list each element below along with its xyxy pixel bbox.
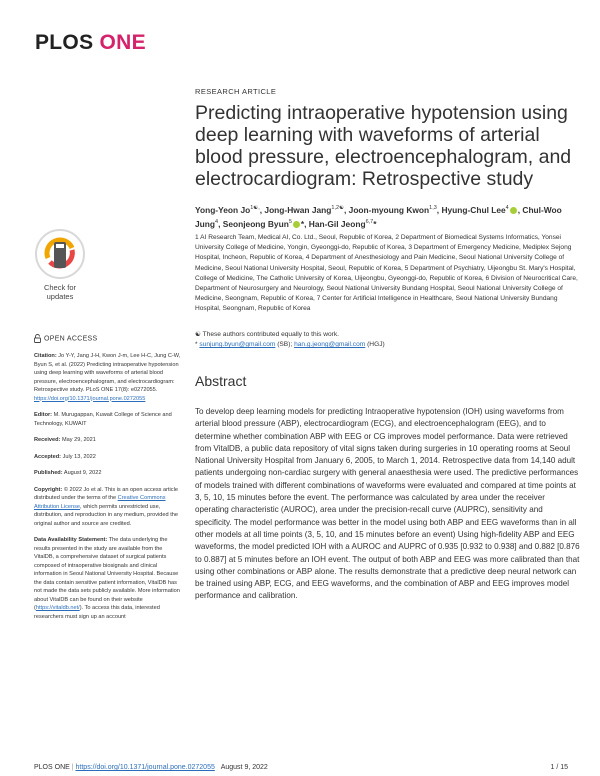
footer-journal: PLOS ONE bbox=[34, 764, 70, 771]
page-number: 1 / 15 bbox=[550, 764, 568, 771]
author-name: Han-Gil Jeong bbox=[308, 218, 366, 229]
abstract-heading: Abstract bbox=[195, 373, 247, 389]
author-separator: * bbox=[373, 218, 377, 229]
author-separator: , bbox=[436, 204, 442, 215]
copyright-text: © 2022 Jo et al. This is an open access article distributed under the terms of the bbox=[34, 486, 178, 501]
email-tag-hgj: (HGJ) bbox=[365, 341, 385, 348]
equal-contribution-note: ☯ These authors contributed equally to this work. bbox=[195, 331, 339, 338]
author-separator: , bbox=[517, 204, 523, 215]
citation-label: Citation: bbox=[34, 353, 57, 359]
article-title: Predicting intraoperative hypotension using deep learning with waveforms of arterial blood pressure, electroencephalogram, and electrocardiogram: Retrospective study bbox=[195, 102, 572, 190]
footer-date: August 9, 2022 bbox=[220, 764, 268, 771]
orcid-icon[interactable] bbox=[293, 221, 300, 228]
logo-one: ONE bbox=[99, 31, 146, 54]
author-affiliation-marker: 1☯, bbox=[250, 205, 260, 211]
footer-separator: | bbox=[69, 764, 76, 771]
corresponding-emails bbox=[195, 340, 580, 350]
data-availability-label: Data Availability Statement: bbox=[34, 537, 108, 543]
email-prefix: * bbox=[195, 341, 200, 348]
data-availability-block bbox=[34, 536, 184, 621]
email-tag-sb: (SB); bbox=[275, 341, 295, 348]
accepted-block bbox=[34, 453, 184, 462]
footer-doi-link[interactable]: https://doi.org/10.1371/journal.pone.0272055 bbox=[75, 764, 215, 771]
author-name: Hyung-Chul Lee bbox=[441, 204, 506, 215]
article-type: RESEARCH ARTICLE bbox=[195, 87, 277, 96]
copyright-block bbox=[34, 486, 184, 529]
author-affiliation-marker: 6,7 bbox=[365, 218, 374, 225]
abstract-text: To develop deep learning models for predicting Intraoperative hypotension (IOH) using waveforms from arterial blood pressure (ABP), electrocardiogram (ECG), and electroencephalogram (EEG), and to determine whether combination ABP with EEG or CG improves model performance. Data were retrieved from VitalDB, a public data repository of vital signs taken during surgeries in 10 operating rooms at Seoul National University Hospital from January 6, 2005, to March 1, 2014. Retrospective data from 14,140 adult patients undergoing non-cardiac surgery with general anaesthesia were used. The predictive performances of models trained with different combinations of waveforms were evaluated and compared at time points at 3, 5, 10, 15 minutes before the event. The performance was calculated by area under the receiver operating characteristic (AUROC), area under the precision-recall curve (AUPRC), sensitivity and specificity. The model performance was better in the model using both ABP and EEG waveforms than in all other models at all time points (3, 5, 10, and 15 minutes before an event) Using high-fidelity ABP and EEG waveforms, the model predicted IOH with a AUROC and AUPRC of 0.935 [0.932 to 0.938] and 0.882 [0.876 to 0.887] at 5 minutes before an IOH event. The output of both ABP and EEG was more calibrated than that using other combinations or ABP alone. The results demonstrate that a predictive deep neural network can be trained using ABP, ECG, and EEG waveforms, and the combination of ABP and EEG improves model performance and calibration. bbox=[195, 407, 580, 601]
citation-doi-link[interactable]: https://doi.org/10.1371/journal.pone.0272055 bbox=[34, 395, 146, 402]
open-access-label bbox=[34, 334, 97, 343]
email-link-sb[interactable]: sunjung.byun@gmail.com bbox=[199, 341, 276, 348]
published-label: Published: bbox=[34, 470, 63, 476]
badge-line-1: Check for bbox=[43, 283, 77, 292]
article-sidebar bbox=[34, 352, 184, 629]
received-label: Received: bbox=[34, 437, 61, 443]
editor-text: M. Murugappan, Kuwait College of Science and Technology, KUWAIT bbox=[34, 412, 172, 427]
editor-label: Editor: bbox=[34, 412, 53, 418]
license-link[interactable]: Creative Commons Attribution License bbox=[34, 495, 166, 510]
copyright-text-end: , which permits unrestricted use, distribution, and reproduction in any medium, provided the original author and source are credited. bbox=[34, 503, 178, 527]
received-date: May 29, 2021 bbox=[60, 437, 96, 443]
citation-block bbox=[34, 352, 184, 403]
author-separator: , bbox=[344, 204, 349, 215]
affiliations: 1 AI Research Team, Medical AI, Co. Ltd., Seoul, Republic of Korea, 2 Department of Biomedical Systems Informatics, Yonsei University College of Medicine, Yongin, Gyeonggi-do, Republic of Korea, 3 Department of Emergency Medicine, Mediplex Sejong Hospital, Incheon, Republic of Korea, 4 Department of Anesthesiology and Pain Medicine, Seoul National University College of Medicine, Seoul National University Hospital, Seoul, Republic of Korea, 5 Department of Psychiatry, Uijeongbu St. Mary's Hospital, College of Medicine, The Catholic University of Korea, Uijeongbu, Gyeonggi-do, Republic of Korea, 6 Division of Neurocritical Care, Department of Neurosurgery and Neurology, Seoul National University Bundang Hospital, Seoul National University College of Medicine, Seongnam, Republic of Korea, 7 Center for Artificial Intelligence in Healthcare, Seoul National University Bundang Hospital, Seongnam, Republic of Korea bbox=[195, 234, 578, 313]
author-notes bbox=[195, 330, 580, 350]
page-footer bbox=[34, 764, 568, 771]
email-link-hgj[interactable]: han.g.jeong@gmail.com bbox=[294, 341, 366, 348]
copyright-label: Copyright: bbox=[34, 486, 63, 493]
author-affiliation-marker: 4 bbox=[215, 218, 219, 225]
author-affiliation-marker: 1,3 bbox=[429, 205, 437, 211]
published-date: August 9, 2022 bbox=[62, 470, 102, 476]
open-lock-icon bbox=[34, 334, 41, 343]
journal-logo bbox=[35, 31, 146, 55]
check-for-updates-icon[interactable] bbox=[34, 228, 86, 280]
data-availability-text-end: ). To access this data, interested researchers must sign up an account bbox=[34, 605, 160, 620]
vitaldb-link[interactable]: https://vitaldb.net/ bbox=[35, 605, 80, 611]
received-block bbox=[34, 436, 184, 445]
logo-plos: PLOS bbox=[35, 31, 94, 54]
published-block bbox=[34, 469, 184, 478]
author-affiliation-marker: 1,2☯ bbox=[331, 205, 344, 211]
author-name: Seonjeong Byun bbox=[222, 218, 289, 229]
open-access-text: OPEN ACCESS bbox=[44, 335, 98, 343]
author-name: Joon-myoung Kwon bbox=[348, 204, 430, 215]
author-separator: , bbox=[218, 218, 223, 229]
data-availability-text: The data underlying the results presented in the study are available from the VitalDB, a comprehensive dataset of surgical patients composed of intraoperative biosignals and clinical information in Seoul National University Hospital. Because the data contain sensitive patient information, VitalDB has not made the data sets publicly available. More information about VitalDB can be found on their website ( bbox=[34, 537, 180, 611]
author-name: Yong-Yeon Jo bbox=[195, 204, 251, 215]
editor-block bbox=[34, 411, 184, 428]
author-separator: *, bbox=[300, 218, 309, 229]
author-list bbox=[195, 202, 580, 230]
check-for-updates-label[interactable] bbox=[34, 283, 86, 301]
author-affiliation-marker: 4 bbox=[505, 205, 509, 211]
author-affiliation-marker: 5 bbox=[288, 218, 292, 225]
accepted-date: July 13, 2022 bbox=[61, 453, 96, 460]
accepted-label: Accepted: bbox=[34, 453, 62, 460]
orcid-icon[interactable] bbox=[510, 207, 517, 214]
citation-text: Jo Y-Y, Jang J-H, Kwon J-m, Lee H-C, Jung C-W, Byun S, et al. (2022) Predicting intraoperative hypotension using deep learning with waveforms of arterial blood pressure, electroencephalogram, and electrocardiogram: Retrospective study. PLoS ONE 17(8): e0272055. bbox=[34, 353, 181, 393]
author-name: Chul-Woo Jung bbox=[195, 204, 562, 229]
author-name: Jong-Hwan Jang bbox=[264, 204, 332, 215]
badge-line-2: updates bbox=[46, 292, 74, 301]
author-separator: , bbox=[259, 204, 265, 215]
